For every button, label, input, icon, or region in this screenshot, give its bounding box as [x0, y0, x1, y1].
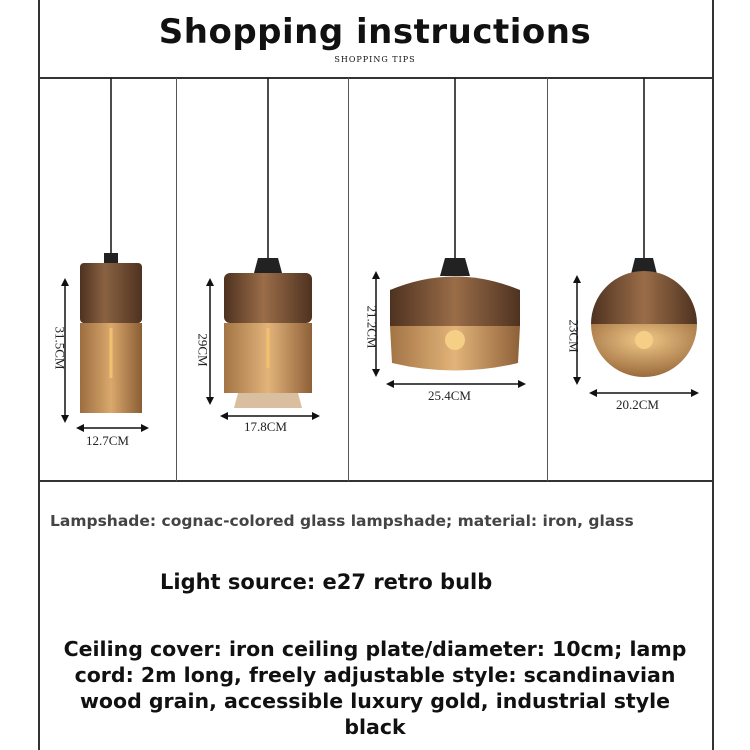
drum-lamp-image — [350, 78, 547, 480]
barrel-lamp-height: 29CM — [195, 333, 211, 367]
panel-divider — [547, 78, 548, 481]
spec-lampshade: Lampshade: cognac-colored glass lampshade; material: iron, glass — [50, 512, 634, 530]
cylinder-lamp-image — [40, 78, 176, 480]
globe-lamp-image — [549, 78, 713, 480]
spec-light-source: Light source: e27 retro bulb — [160, 570, 493, 594]
drum-lamp-width: 25.4CM — [428, 388, 471, 403]
panel-divider — [348, 78, 349, 481]
cylinder-lamp-height: 31.5CM — [52, 326, 68, 370]
cylinder-lamp-width: 12.7CM — [86, 433, 129, 448]
spec-ceiling-cover: Ceiling cover: iron ceiling plate/diameter: 10cm; lamp cord: 2m long, freely adjustable style: scandinavian wood grain, accessible luxury gold, industrial style black — [63, 637, 687, 739]
drum-lamp-height: 21.2CM — [364, 305, 380, 349]
page-subtitle: SHOPPING TIPS — [334, 55, 416, 64]
barrel-lamp-width: 17.8CM — [244, 419, 287, 434]
globe-lamp-height: 23CM — [566, 319, 582, 353]
globe-lamp-width: 20.2CM — [616, 397, 659, 412]
divider-bottom — [38, 480, 714, 482]
panel-divider — [176, 78, 177, 481]
page-title: Shopping instructions — [158, 12, 592, 52]
